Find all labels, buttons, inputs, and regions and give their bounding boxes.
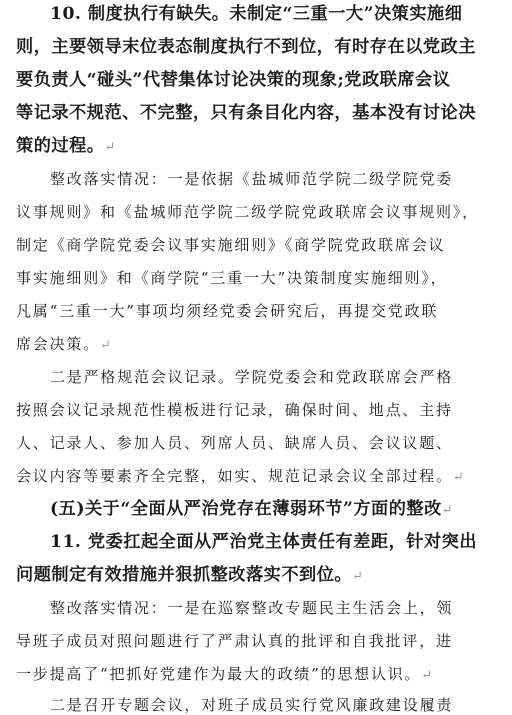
text-line: 策的过程。↵ [16, 136, 116, 156]
paragraph-return-mark: ↵ [452, 470, 464, 485]
text-line: 制定《商学院党委会议事实施细则》《商学院党政联席会议 [16, 236, 446, 254]
text-line: 凡属“三重一大”事项均须经党委会研究后，再提交党政联 [16, 302, 439, 320]
text-line: 导班子成员对照问题进行了严肃认真的批评和自我批评，进 [16, 632, 453, 650]
text-line: 二是召开专题会议，对班子成员实行党风廉政建设履责 [50, 696, 454, 714]
text-line: 问题制定有效措施并狠抓整改落实不到位。↵ [16, 565, 363, 585]
text-line: 等记录不规范、不完整，只有条目化内容，基本没有讨论决 [16, 103, 476, 123]
text-line: 10. 制度执行有缺失。未制定“三重一大”决策实施细 [50, 4, 463, 24]
section-heading: (五)关于“全面从严治党存在薄弱环节”方面的整改↵ [50, 499, 453, 519]
text-line: 按照会议记录规范性模板进行记录，确保时间、地点、主持 [16, 401, 453, 419]
text-line: 人、记录人、参加人员、列席人员、缺席人员、会议议题、 [16, 434, 453, 452]
paragraph-return-mark: ↵ [352, 569, 363, 584]
text-line: 席会决策。↵ [16, 335, 111, 353]
paragraph-return-mark: ↵ [100, 338, 111, 353]
paragraph-return-mark: ↵ [441, 503, 453, 518]
paragraph-return-mark: ↵ [421, 668, 433, 683]
text-line: 要负责人“碰头”代替集体讨论决策的现象;党政联席会议 [16, 70, 451, 90]
text-line: 事实施细则》和《商学院“三重一大”决策制度实施细则》， [16, 269, 448, 287]
text-line: 议事规则》和《盐城师范学院二级学院党政联席会议事规则》， [16, 203, 479, 221]
text-line: 则，主要领导末位表态制度执行不到位，有时存在以党政主 [16, 37, 476, 57]
text-line: 一步提高了“把抓好党建作为最大的政绩”的思想认识。↵ [16, 665, 433, 683]
text-line: 整改落实情况：一是在巡察整改专题民主生活会上，领 [50, 599, 454, 617]
paragraph-return-mark: ↵ [104, 140, 116, 155]
text-line: 11. 党委扛起全面从严治党主体责任有差距，针对突出 [50, 532, 478, 552]
text-line: 会议内容等要素齐全完整，如实、规范记录会议全部过程。↵ [16, 467, 464, 485]
text-line: 整改落实情况：一是依据《盐城师范学院二级学院党委 [50, 170, 454, 188]
text-line: 二是严格规范会议记录。学院党委会和党政联席会严格 [50, 368, 454, 386]
